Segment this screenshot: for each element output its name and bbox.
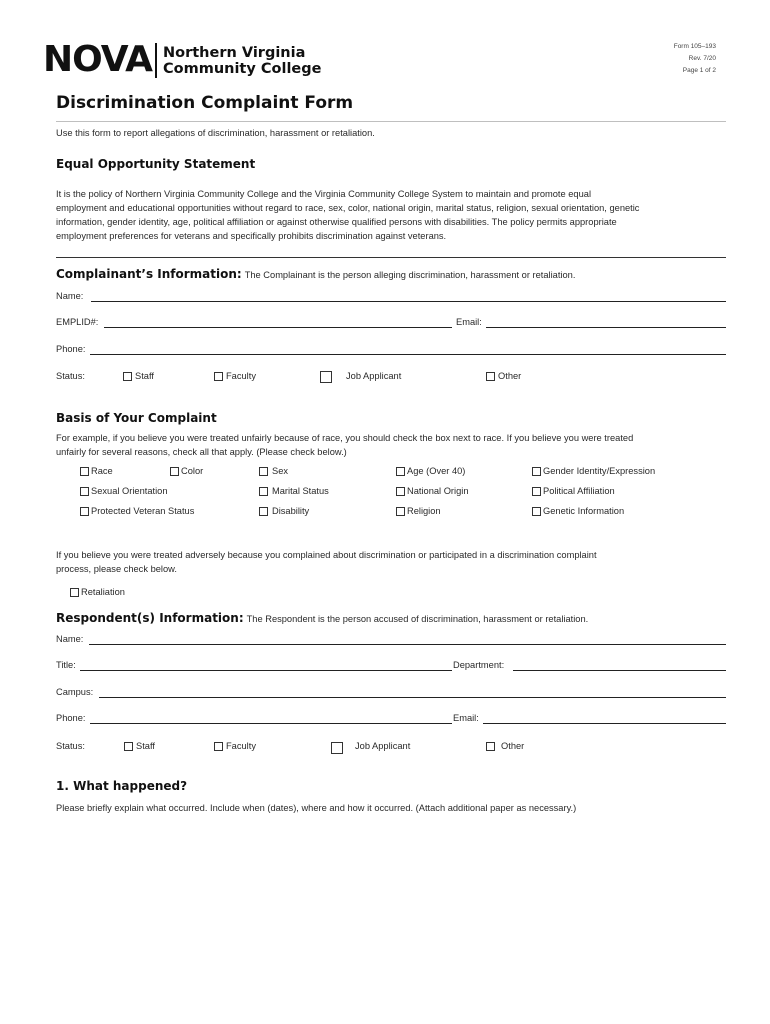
respondent-status-label: Status: (56, 741, 85, 751)
complainant-heading-label: Complainant’s Information: (56, 267, 242, 281)
basis-disability-label: Disability (272, 506, 310, 516)
respondent-email-label: Email: (453, 713, 479, 723)
retaliation-label: Retaliation (81, 587, 125, 597)
complainant-status-staff-checkbox[interactable] (123, 372, 132, 381)
complainant-status-faculty-checkbox[interactable] (214, 372, 223, 381)
intro-text: Use this form to report allegations of discrimination, harassment or retaliation. (56, 128, 375, 138)
basis-national-origin-label: National Origin (407, 486, 469, 496)
page-number: Page 1 of 2 (682, 67, 716, 74)
respondent-email-field[interactable] (483, 723, 726, 724)
basis-heading: Basis of Your Complaint (56, 411, 217, 425)
retaliation-checkbox[interactable] (70, 588, 79, 597)
section-divider (56, 257, 726, 258)
respondent-phone-label: Phone: (56, 713, 86, 723)
what-happened-response-area[interactable] (56, 822, 726, 1012)
respondent-status-faculty-checkbox[interactable] (214, 742, 223, 751)
form-number: Form 105–193 (673, 43, 716, 50)
complainant-email-label: Email: (456, 317, 482, 327)
respondent-department-field[interactable] (513, 670, 726, 671)
respondent-title-label: Title: (56, 660, 76, 670)
what-happened-heading: 1. What happened? (56, 779, 188, 793)
basis-instructions-line-1: For example, if you believe you were treated unfairly because of race, you should check the box next to race. If you believe you were treated (56, 433, 634, 443)
title-divider (56, 121, 726, 122)
nova-logo: NOVA (43, 39, 153, 80)
respondent-campus-label: Campus: (56, 687, 94, 697)
basis-color-checkbox[interactable] (170, 467, 179, 476)
complainant-status-other-checkbox[interactable] (486, 372, 495, 381)
basis-sex-label: Sex (272, 466, 289, 476)
basis-sex-checkbox[interactable] (259, 467, 268, 476)
respondent-status-job-applicant-label: Job Applicant (355, 741, 411, 751)
respondent-status-other-label: Other (501, 741, 525, 751)
complainant-status-staff-label: Staff (135, 371, 154, 381)
retaliation-text-line-2: process, please check below. (56, 564, 177, 574)
eo-line-1: It is the policy of Northern Virginia Community College and the Virginia Community College System to maintain and promote equal (56, 189, 592, 199)
respondent-name-label: Name: (56, 634, 84, 644)
basis-gender-identity-checkbox[interactable] (532, 467, 541, 476)
respondent-title-field[interactable] (80, 670, 452, 671)
eo-line-2: employment and educational opportunities without regard to race, sex, color, national origin, marital status, religion, sexual orientation, genetic (56, 203, 640, 213)
respondent-subheading: The Respondent is the person accused of discrimination, harassment or retaliation. (246, 614, 589, 624)
basis-national-origin-checkbox[interactable] (396, 487, 405, 496)
respondent-status-other-checkbox[interactable] (486, 742, 495, 751)
complainant-name-field[interactable] (91, 301, 726, 302)
basis-age-checkbox[interactable] (396, 467, 405, 476)
complainant-status-faculty-label: Faculty (226, 371, 256, 381)
basis-marital-status-checkbox[interactable] (259, 487, 268, 496)
basis-political-affiliation-checkbox[interactable] (532, 487, 541, 496)
complainant-status-job-applicant-label: Job Applicant (346, 371, 402, 381)
basis-disability-checkbox[interactable] (259, 507, 268, 516)
respondent-name-field[interactable] (89, 644, 726, 645)
complainant-email-field[interactable] (486, 327, 726, 328)
basis-color-label: Color (181, 466, 204, 476)
basis-marital-status-label: Marital Status (272, 486, 329, 496)
basis-sexual-orientation-checkbox[interactable] (80, 487, 89, 496)
institution-name-line2: Community College (163, 61, 322, 77)
basis-race-checkbox[interactable] (80, 467, 89, 476)
respondent-phone-field[interactable] (90, 723, 452, 724)
basis-sexual-orientation-label: Sexual Orientation (91, 486, 168, 496)
what-happened-instructions: Please briefly explain what occurred. Include when (dates), where and how it occurred. (Attach additional paper as necessary.) (56, 803, 577, 813)
complainant-emplid-field[interactable] (104, 327, 452, 328)
respondent-heading-label: Respondent(s) Information: (56, 611, 244, 625)
basis-age-label: Age (Over 40) (407, 466, 466, 476)
basis-instructions-line-2: unfairly for several reasons, check all that apply. (Please check below.) (56, 447, 347, 457)
form-revision: Rev. 7/20 (688, 55, 716, 62)
respondent-department-label: Department: (453, 660, 505, 670)
basis-genetic-information-label: Genetic Information (543, 506, 625, 516)
basis-religion-label: Religion (407, 506, 441, 516)
complainant-name-label: Name: (56, 291, 84, 301)
equal-opportunity-heading: Equal Opportunity Statement (56, 157, 256, 171)
respondent-campus-field[interactable] (99, 697, 726, 698)
complainant-heading (56, 267, 575, 281)
basis-political-affiliation-label: Political Affiliation (543, 486, 615, 496)
basis-race-label: Race (91, 466, 113, 476)
complainant-status-job-applicant-checkbox[interactable] (320, 371, 332, 383)
eo-line-3: information, gender identity, age, political affiliation or against otherwise qualified persons with disabilities. The policy permits appropriate (56, 217, 617, 227)
basis-gender-identity-label: Gender Identity/Expression (543, 466, 656, 476)
page-title: Discrimination Complaint Form (56, 93, 354, 113)
basis-veteran-label: Protected Veteran Status (91, 506, 195, 516)
retaliation-text-line-1: If you believe you were treated adversely because you complained about discrimination or participated in a discrimination complaint (56, 550, 597, 560)
complainant-phone-label: Phone: (56, 344, 86, 354)
respondent-status-faculty-label: Faculty (226, 741, 256, 751)
institution-name-line1: Northern Virginia (163, 45, 306, 61)
complainant-status-other-label: Other (498, 371, 522, 381)
respondent-status-job-applicant-checkbox[interactable] (331, 742, 343, 754)
basis-veteran-checkbox[interactable] (80, 507, 89, 516)
complainant-subheading: The Complainant is the person alleging discrimination, harassment or retaliation. (244, 270, 576, 280)
respondent-heading (56, 611, 588, 625)
basis-religion-checkbox[interactable] (396, 507, 405, 516)
complainant-phone-field[interactable] (90, 354, 726, 355)
logo-divider (155, 43, 157, 78)
basis-genetic-information-checkbox[interactable] (532, 507, 541, 516)
respondent-status-staff-label: Staff (136, 741, 155, 751)
complainant-status-label: Status: (56, 371, 85, 381)
respondent-status-staff-checkbox[interactable] (124, 742, 133, 751)
eo-line-4: employment preferences for veterans and specifically prohibits discrimination against veterans. (56, 231, 447, 241)
complainant-emplid-label: EMPLID#: (56, 317, 99, 327)
